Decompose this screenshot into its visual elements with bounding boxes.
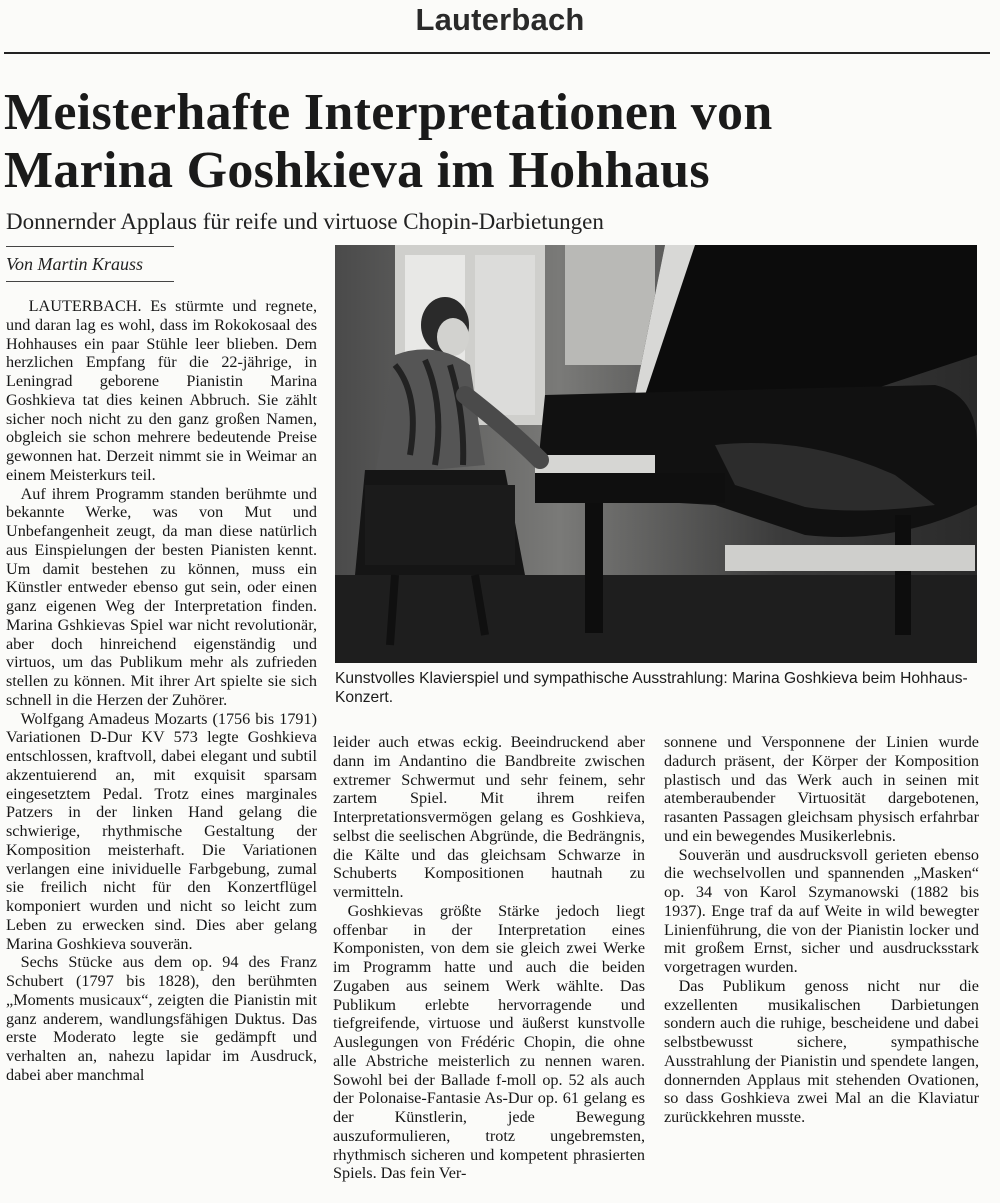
byline-divider-top [6, 246, 174, 247]
paragraph: Das Publikum genoss nicht nur die exzellenten musikalischen Darbietungen sondern auch die ruhige, bescheidene und dabei selbstbewusst sichere, sympathische Ausstrahlung der Pianistin und spendete langen, donnernden Applaus mit stehenden Ovationen, so dass Goshkieva zwei Mal an die Klaviatur zurückkehren musste. [664, 976, 979, 1126]
paragraph: Goshkievas größte Stärke jedoch liegt offenbar in der Interpretation eines Komponisten, von dem sie gleich zwei Werke im Programm hatte und auch die beiden Zugaben aus seinem Werk wählte. Das Publikum erlebte hervorragende und tiefgreifende, virtuose und äußerst kunstvolle Auslegungen von Frédéric Chopin, die ohne alle Abstriche meisterlich zu nennen waren. Sowohl bei der Ballade f-moll op. 52 als auch der Polonaise-Fantasie As-Dur op. 61 gelang es der Künstlerin, jede Bewegung auszuformulieren, trotz ungebremsten, rhythmisch sicheren und kompetent phrasierten Spiels. Das fein Ver- [333, 901, 645, 1183]
article-column-1 [6, 297, 317, 1085]
article-column-3 [664, 733, 979, 1127]
headline [4, 84, 964, 200]
subheadline: Donnernder Applaus für reife und virtuose Chopin-Darbietungen [6, 209, 604, 234]
byline: Von Martin Krauss [6, 254, 144, 274]
section-title: Lauterbach [415, 2, 585, 37]
article-column-2 [333, 733, 645, 1183]
paragraph: LAUTERBACH. Es stürmte und regnete, und daran lag es wohl, dass im Rokokosaal des Hohhauses ein paar Stühle leer blieben. Dem herzlichen Empfang für die 22-jährige, in Leningrad geborene Pianistin Marina Goshkieva tat dies keinen Abbruch. Sie zählt sicher noch nicht zu den ganz großen Namen, obgleich sie schon mehrere bedeutende Preise gewonnen hat. Derzeit nimmt sie in Weimar an einem Meisterkurs teil. [6, 297, 317, 484]
section-divider [4, 52, 990, 54]
byline-divider-bottom [6, 281, 174, 282]
pianist-at-grand-piano-illustration [335, 245, 977, 663]
photo-caption: Kunstvolles Klavierspiel und sympathische Ausstrahlung: Marina Goshkieva beim Hohhaus-Konzert. [335, 670, 968, 706]
paragraph: Wolfgang Amadeus Mozarts (1756 bis 1791) Variationen D-Dur KV 573 legte Goshkieva entschlossen, kraftvoll, dabei elegant und subtil akzentuierend an, mit exquisit sparsam eingesetztem Pedal. Trotz eines marginales Patzers in der linken Hand gelang die schwierige, rhythmische Gestaltung der Komposition meisterhaft. Die Variationen verlangen eine inividuelle Farbgebung, zumal sie freilich nicht für den Konzertflügel komponiert wurden und nicht so leicht zum Leben zu erwecken sind. Dies aber gelang Marina Goshkieva souverän. [6, 709, 317, 953]
paragraph: Souverän und ausdrucksvoll gerieten ebenso die wechselvollen und spannenden „Masken“ op. 34 von Karol Szymanowski (1882 bis 1937). Enge traf da auf Weite in wild bewegter Linienführung, die von der Pianistin locker und mit großem Ernst, sicher und ausdrucksstark vorgetragen wurden. [664, 845, 979, 976]
concert-photo [335, 245, 977, 663]
paragraph: sonnene und Versponnene der Linien wurde dadurch präsent, der Körper der Komposition plastisch und das Werk auch in seinen mit atemberaubender Virtuosität dargebotenen, rasanten Passagen gleichsam physisch erfahrbar und ein bewegendes Musikerlebnis. [664, 733, 979, 845]
paragraph: Auf ihrem Programm standen berühmte und bekannte Werke, was von Mut und Unbefangenheit zeugt, da man diese natürlich aus Einspielungen der besten Pianisten kennt. Um damit bestehen zu können, muss ein Künstler entweder ebenso gut sein, oder einen ganz eigenen Weg der Interpretation finden. Marina Gshkievas Spiel war nicht revolutionär, aber doch hinreichend eigenständig und virtuos, um das Publikum mehr als zufrieden stellen zu können. Mit ihrer Art spielte sie sich schnell in die Herzen der Zuhörer. [6, 484, 317, 709]
paragraph: leider auch etwas eckig. Beeindruckend aber dann im Andantino die Bandbreite zwischen extremer Schwermut und sehr feinem, sehr zartem Spiel. Mit ihrem reifen Interpretationsvermögen gelang es Goshkieva, selbst die seelischen Abgründe, die Bedrängnis, die Kälte und das gleichsam Schwarze in Schuberts Kompositionen hautnah zu vermitteln. [333, 733, 645, 901]
headline-line-2: Marina Goshkieva im Hohhaus [4, 142, 710, 199]
headline-line-1: Meisterhafte Interpretationen von [4, 84, 773, 141]
paragraph: Sechs Stücke aus dem op. 94 des Franz Schubert (1797 bis 1828), den berühmten „Moments musicaux“, zeigten die Pianistin mit ganz anderem, wandlungsfähigen Duktus. Das erste Moderato legte sie gedämpft und verhalten an, nahezu lapidar im Ausdruck, dabei aber manchmal [6, 953, 317, 1084]
